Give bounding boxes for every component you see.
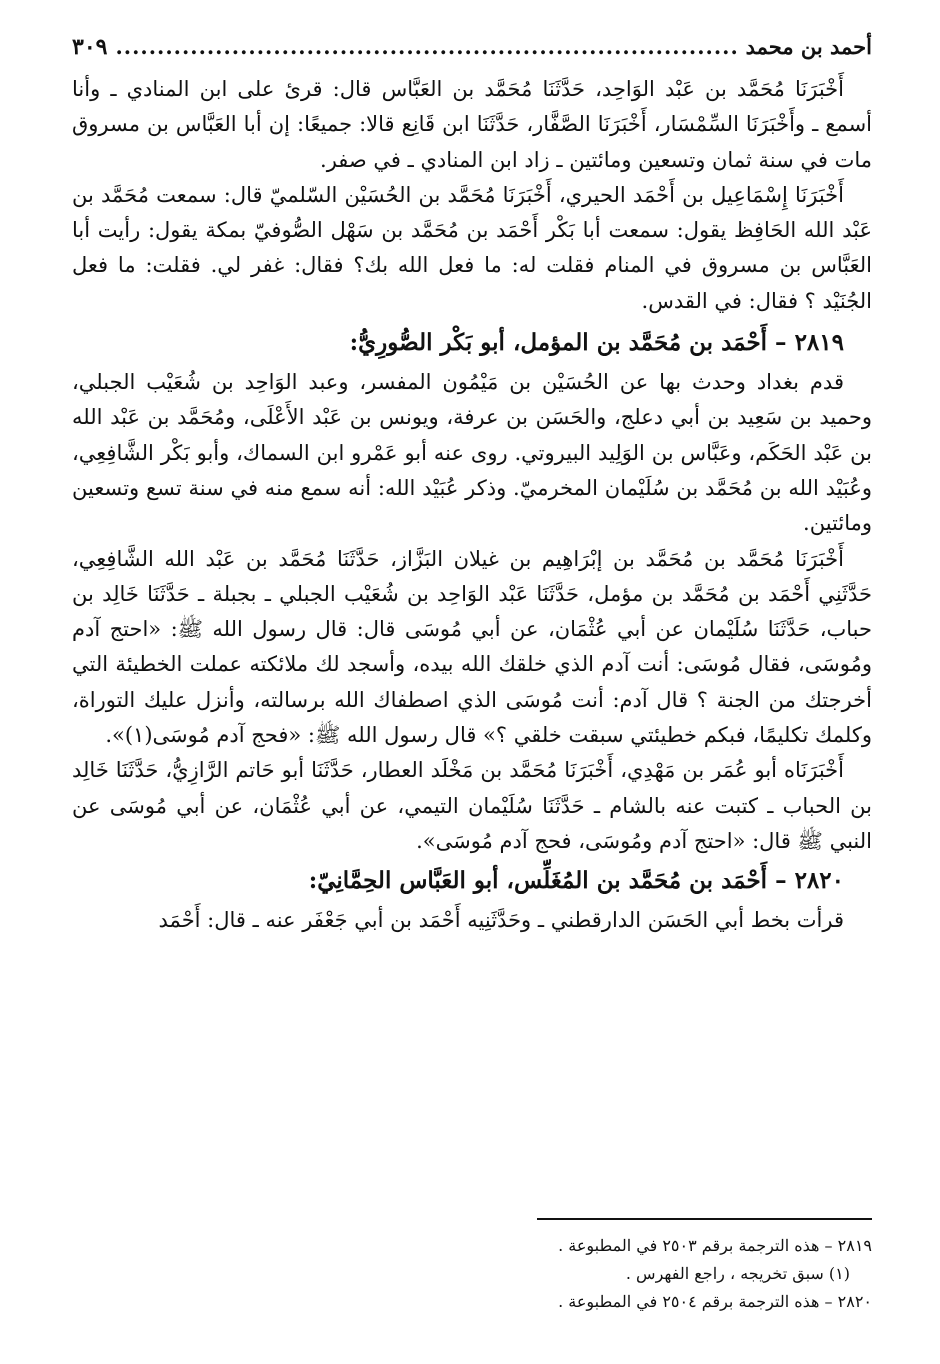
- footnote: ٢٨١٩ – هذه الترجمة برقم ٢٥٠٣ في المطبوعة .: [558, 1236, 872, 1255]
- running-header: [72, 34, 872, 72]
- footnote-divider: [537, 1218, 872, 1220]
- paragraph: أَخْبَرَنَا إِسْمَاعِيل بن أَحْمَد الحيري، أَخْبَرَنَا مُحَمَّد بن الحُسَيْن السّلميّ قال: سمعت مُحَمَّد بن عَبْد الله الحَافِظ يقول: سمعت أبا بَكْر أَحْمَد بن مُحَمَّد بن سَهْل الصُّوفيّ بمكة يقول: رأيت أبا العَبَّاس بن مسروق في المنام فقلت له: ما فعل الله بك؟ فقال: غفر لي. فقلت: ما فعل الجُنَيْد ؟ فقال: في القدس.: [72, 182, 872, 313]
- paragraph: أَخْبَرَنَاه أبو عُمَر بن مَهْدِي، أَخْبَرَنَا مُحَمَّد بن مَخْلَد العطار، حَدَّثَنَا أبو حَاتم الرَّازِيُّ، حَدَّثَنَا خَالِد بن الحباب ـ كتبت عنه بالشام ـ حَدَّثَنَا سُلَيْمان التيمي، عن أبي عُثْمَان، عن أبي مُوسَى عن النبي ﷺ قال: «احتج آدم ومُوسَى، فحج آدم مُوسَى».: [72, 758, 872, 853]
- paragraph: أَخْبَرَنَا مُحَمَّد بن مُحَمَّد بن إبْرَاهِيم بن غيلان البَزَّاز، حَدَّثَنَا مُحَمَّد بن عَبْد الله الشَّافِعِي، حَدَّثَنِي أَحْمَد بن مُحَمَّد بن مؤمل، حَدَّثَنَا عَبْد الوَاحِد بن شُعَيْب الجبلي ـ بجبلة ـ حَدَّثَنَا خَالِد بن حباب، حَدَّثَنَا سُلَيْمان عن أبي عُثْمَان، عن أبي مُوسَى قال: قال رسول الله ﷺ: «احتج آدم ومُوسَى، فقال مُوسَى: أنت آدم الذي خلقك الله بيده، وأسجد لك ملائكته عملت الخطيئة التي أخرجتك من الجنة ؟ قال آدم: أنت مُوسَى الذي اصطفاك الله برسالته، وأنزل عليك التوراة، وكلمك تكليمًا، فبكم خطيئتي سبقت خلقي ؟» قال رسول الله ﷺ: «فحج آدم مُوسَى(١)».: [72, 546, 872, 748]
- running-title: أحمد بن محمد: [745, 34, 872, 59]
- leader-dots: [115, 34, 737, 59]
- book-page: [72, 34, 872, 939]
- entry-heading-2820: ٢٨٢٠ – أَحْمَد بن مُحَمَّد بن المُغَلِّس، أبو العَبَّاس الحِمَّانِيّ:: [308, 867, 844, 895]
- entry-heading-2819: ٢٨١٩ – أَحْمَد بن مُحَمَّد بن المؤمل، أبو بَكْر الصُّورِيُّ:: [349, 329, 844, 357]
- footnotes: [72, 1232, 872, 1316]
- page-number: ٣٠٩: [72, 34, 108, 60]
- paragraph: قرأت بخط أبي الحَسَن الدارقطني ـ وحَدَّثَنِيه أَحْمَد بن أبي جَعْفَر عنه ـ قال: أَحْمَد: [158, 908, 844, 933]
- paragraph: أَخْبَرَنَا مُحَمَّد بن عَبْد الوَاحِد، حَدَّثَنَا مُحَمَّد بن العَبَّاس قال: قرئ على ابن المنادي ـ وأنا أسمع ـ وأَخْبَرَنَا السِّمْسَار، أَخْبَرَنَا الصَّفَّار، حَدَّثَنَا ابن قَانِع قالا: جميعًا: إن أبا العَبَّاس بن مسروق مات في سنة ثمان وتسعين ومائتين ـ زاد ابن المنادي ـ في صفر.: [72, 77, 872, 172]
- paragraph: قدم بغداد وحدث بها عن الحُسَيْن بن مَيْمُون المفسر، وعبد الوَاحِد بن شُعَيْب الجبلي، وحميد بن سَعِيد بن أبي دعلج، والحَسَن بن عرفة، ويونس بن عَبْد الأَعْلَى، ومُحَمَّد بن عَبْد الله بن عَبْد الحَكَم، وعَبَّاس بن الوَلِيد البيروتي. روى عنه أبو عَمْرو ابن السماك، وأبو بَكْر الشَّافِعِي، وعُبَيْد الله بن مُحَمَّد بن سُلَيْمان المخرميّ. وذكر عُبَيْد الله: أنه سمع منه في سنة تسع وتسعين ومائتين.: [72, 370, 872, 536]
- footnote: (١) سبق تخريجه ، راجع الفهرس .: [625, 1264, 850, 1283]
- footnote: ٢٨٢٠ – هذه الترجمة برقم ٢٥٠٤ في المطبوعة .: [558, 1292, 872, 1311]
